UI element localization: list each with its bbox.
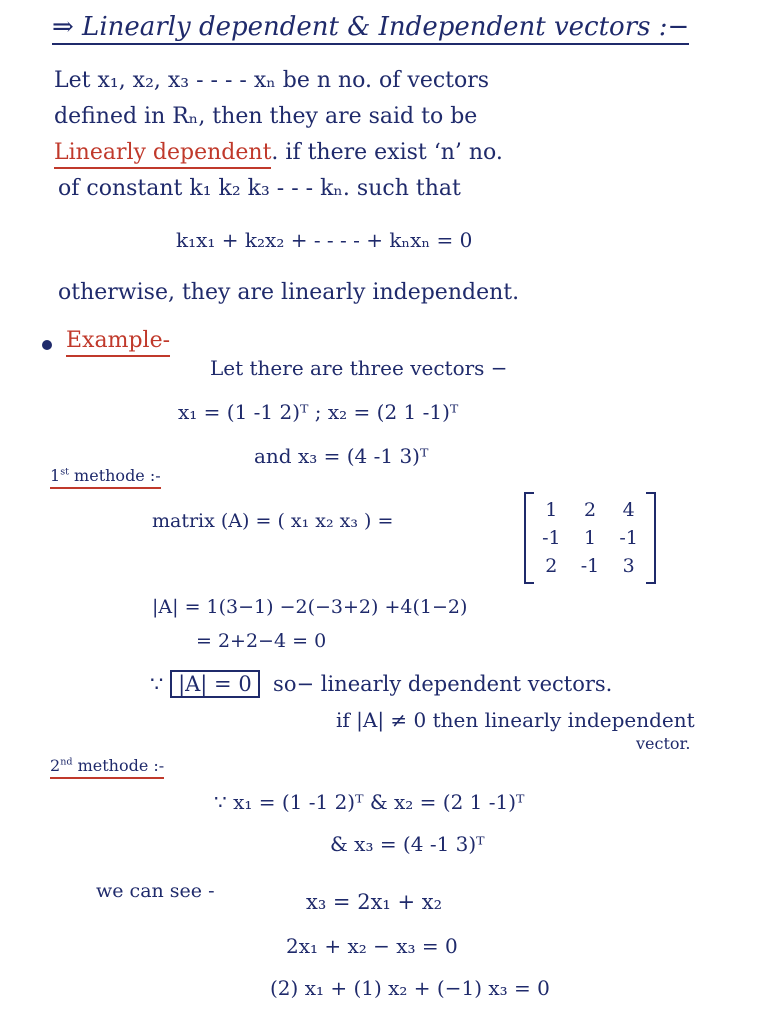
title-text: ⇒ Linearly dependent & Independent vectors :− [52, 12, 689, 45]
example-vector-3: and x₃ = (4 -1 3)ᵀ [254, 444, 429, 468]
definition-line-3-rest: . if there exist ‘n’ no. [271, 140, 503, 165]
page-title [52, 12, 689, 42]
definition-line-1: Let x₁, x₂, x₃ - - - - xₙ be n no. of vectors [54, 68, 490, 93]
method-2-heading [50, 756, 164, 775]
matrix-cell: 2 [583, 499, 597, 521]
matrix-cell: 3 [622, 555, 635, 577]
conclusion-line [150, 672, 612, 696]
matrix-cell: 4 [622, 499, 635, 521]
example-heading-text: Example- [66, 328, 170, 357]
definition-line-3 [54, 140, 503, 165]
method-1-rest: methode :- [68, 466, 161, 485]
matrix-cell: -1 [542, 527, 561, 549]
matrix-cell: -1 [619, 527, 638, 549]
linearly-dependent-term: Linearly dependent [54, 140, 271, 169]
example-intro: Let there are three vectors − [210, 356, 508, 380]
method-2-rest: methode :- [72, 756, 165, 775]
otherwise-line: otherwise, they are linearly independent. [58, 280, 520, 305]
determinant-line-1: |A| = 1(3−1) −2(−3+2) +4(1−2) [152, 596, 468, 618]
method-2-sup: nd [60, 756, 73, 768]
matrix-cell: -1 [580, 555, 600, 577]
example-heading [66, 328, 170, 353]
method-1-heading [50, 466, 161, 485]
matrix-grid [532, 496, 648, 580]
definition-equation: k₁x₁ + k₂x₂ + - - - - + kₙxₙ = 0 [176, 228, 473, 252]
matrix-label: matrix (A) = ( x₁ x₂ x₃ ) = [152, 510, 394, 532]
matrix-cell: 2 [545, 555, 558, 577]
method-2-vector-3: & x₃ = (4 -1 3)ᵀ [330, 832, 485, 856]
conclusion-text: so− linearly dependent vectors. [273, 672, 613, 696]
relation-equation-3: (2) x₁ + (1) x₂ + (−1) x₃ = 0 [270, 976, 550, 1000]
matrix-a [524, 492, 656, 584]
matrix-cell: 1 [583, 527, 597, 549]
bullet-icon [42, 340, 52, 350]
definition-line-4: of constant k₁ k₂ k₃ - - - kₙ. such that [58, 176, 461, 201]
method-2-vectors-1-2: ∵ x₁ = (1 -1 2)ᵀ & x₂ = (2 1 -1)ᵀ [214, 790, 525, 814]
because-symbol: ∵ [150, 672, 164, 696]
vector-word: vector. [636, 734, 691, 753]
we-can-see: we can see - [96, 880, 215, 902]
matrix-cell: 1 [545, 499, 558, 521]
independent-condition: if |A| ≠ 0 then linearly independent [336, 708, 695, 732]
determinant-line-2: = 2+2−4 = 0 [196, 630, 327, 652]
method-1-sup: st [60, 466, 69, 478]
relation-equation-1: x₃ = 2x₁ + x₂ [306, 890, 443, 914]
method-2-num: 2 [50, 756, 61, 775]
definition-line-2: defined in Rₙ, then they are said to be [54, 104, 478, 129]
relation-equation-2: 2x₁ + x₂ − x₃ = 0 [286, 934, 458, 958]
method-1-num: 1 [50, 466, 61, 485]
example-vectors-1-2: x₁ = (1 -1 2)ᵀ ; x₂ = (2 1 -1)ᵀ [178, 400, 459, 424]
boxed-determinant: |A| = 0 [170, 670, 260, 698]
